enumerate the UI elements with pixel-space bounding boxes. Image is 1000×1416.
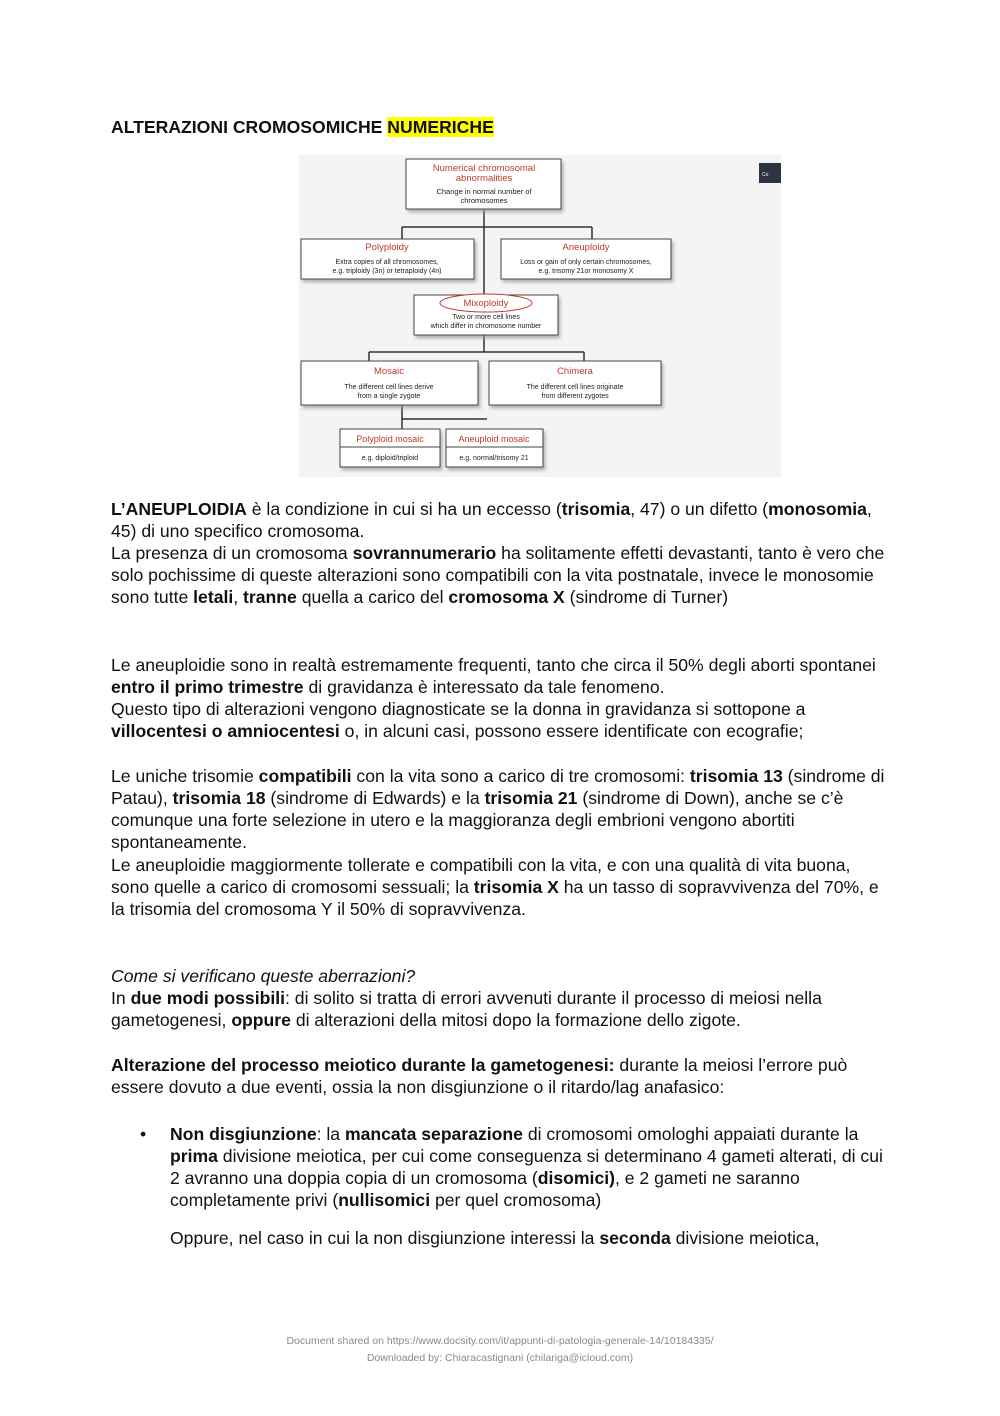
bullet-continuation	[170, 1227, 890, 1249]
aneuploidy-desc-2: e.g. trisomy 21or monosomy X	[538, 268, 634, 275]
bullet-non-disgiunzione	[170, 1123, 890, 1211]
text-span: : la	[316, 1124, 345, 1144]
text-span: divisione meiotica,	[670, 1228, 820, 1248]
polyploid-mosaic-desc: e.g. diploid/triploid	[361, 455, 419, 462]
paragraph-cromosomi-sessuali	[111, 854, 886, 920]
mixoploidy-node	[414, 294, 558, 335]
text-span: di alterazioni della mitosi dopo la formazione dello zigote.	[290, 1010, 741, 1030]
text-span: La presenza di un cromosoma	[111, 543, 353, 563]
aneuploid-mosaic-desc: e.g. normal/trisomy 21	[459, 455, 529, 462]
chimera-title: Chimera	[557, 366, 593, 377]
term-trisomia-x: trisomia X	[473, 877, 559, 897]
root-title-1: Numerical chromosomal	[432, 163, 536, 174]
text-span: Questo tipo di alterazioni vengono diagnosticate se la donna in gravidanza si sottopone a	[111, 699, 806, 719]
text-span: Le aneuploidie maggiormente tollerate e compatibili con la vita, e con una qualità di vita buona, sono quelle a carico di cromosomi sessuali; la	[111, 855, 851, 897]
term-disomici: disomici)	[537, 1168, 615, 1188]
term-tranne: tranne	[243, 587, 297, 607]
polyploid-mosaic-title: Polyploid mosaic	[356, 434, 424, 444]
term-oppure: oppure	[231, 1010, 291, 1030]
text-span: ha un tasso di sopravvivenza del 70%, e la trisomia del cromosoma Y il 50% di sopravvivenza.	[111, 877, 879, 919]
text-span: Le uniche trisomie	[111, 766, 259, 786]
term-primo-trimestre: entro il primo trimestre	[111, 677, 304, 697]
term-letali: letali	[193, 587, 234, 607]
term-compatibili: compatibili	[258, 766, 352, 786]
root-desc-2: chromosomes	[460, 196, 508, 205]
aneuploidy-title: Aneuploidy	[562, 242, 610, 253]
polyploid-mosaic-node	[340, 429, 440, 467]
mosaic-desc-2: from a single zygote	[357, 393, 421, 400]
corner-tab-label: Co	[762, 172, 769, 178]
paragraph-due-modi	[111, 987, 886, 1031]
root-desc-1: Change in normal number of	[436, 187, 532, 196]
term-cromosoma-x: cromosoma X	[448, 587, 565, 607]
term-nullisomici: nullisomici	[338, 1190, 431, 1210]
paragraph-frequenza	[111, 654, 886, 698]
mosaic-title: Mosaic	[373, 366, 405, 377]
mosaic-desc-1: The different cell lines derive	[344, 384, 434, 391]
polyploidy-title: Polyploidy	[365, 242, 409, 253]
text-span: , e 2 gameti ne saranno completamente privi (	[170, 1168, 800, 1210]
text-span: per quel cromosoma)	[430, 1190, 602, 1210]
paragraph-meiosi	[111, 1054, 886, 1098]
polyploidy-desc-2: e.g. triploidy (3n) or tetraploidy (4n)	[332, 268, 442, 275]
text-span: Oppure, nel caso in cui la non disgiunzione interessi la	[170, 1228, 600, 1248]
text-span: con la vita sono a carico di tre cromosomi:	[351, 766, 690, 786]
aneuploid-mosaic-node	[446, 429, 543, 467]
text-span: divisione meiotica, per cui come conseguenza si determinano 4 gameti alterati, di cui 2 avranno una doppia copia di un cromosoma (	[170, 1146, 883, 1188]
title-highlight: NUMERICHE	[387, 117, 494, 137]
text-span: (sindrome di Down), anche se c’è comunque una forte selezione in utero e la maggioranza degli embrioni vengono abortiti spontaneamente.	[111, 788, 844, 852]
text-span: o, in alcuni casi, possono essere identificate con ecografie;	[339, 721, 804, 741]
text-span: (sindrome di Turner)	[564, 587, 729, 607]
text-span: , 45) di uno specifico cromosoma.	[111, 499, 872, 541]
corner-tab	[759, 163, 781, 183]
text-span: : di solito si tratta di errori avvenuti durante il processo di meiosi nella gametogenesi,	[111, 988, 822, 1030]
term-non-disgiunzione: Non disgiunzione	[170, 1124, 317, 1144]
question-text: Come si verificano queste aberrazioni?	[111, 966, 416, 986]
mixoploidy-desc-2: which differ in chromosome number	[430, 323, 542, 330]
term-prima: prima	[170, 1146, 218, 1166]
bullet-icon: •	[140, 1124, 147, 1144]
footer-shared: Document shared on https://www.docsity.com/it/appunti-di-patologia-generale-14/10184335/	[286, 1335, 714, 1347]
term-due-modi: due modi possibili	[130, 988, 286, 1008]
text-span: ,	[233, 587, 244, 607]
text-span: ha solitamente effetti devastanti, tanto è vero che solo pochissime di queste alterazioni sono compatibili con la vita postnatale, invece le monosomie sono tutte	[111, 543, 885, 607]
mixoploidy-desc-1: Two or more cell lines	[452, 314, 520, 321]
mosaic-node	[301, 361, 478, 405]
title-text: ALTERAZIONI CROMOSOMICHE	[111, 117, 388, 137]
text-span: è la condizione in cui si ha un eccesso (	[246, 499, 562, 519]
root-title-2: abnormalities	[455, 173, 513, 184]
text-span: (sindrome di Edwards) e la	[265, 788, 485, 808]
text-span: Le aneuploidie sono in realtà estremamente frequenti, tanto che circa il 50% degli aborti spontanei	[111, 655, 876, 675]
paragraph-sovrannumerario	[111, 542, 886, 608]
term-villocentesi: villocentesi o amniocentesi	[111, 721, 340, 741]
paragraph-diagnosi	[111, 698, 886, 742]
chromosomal-abnormalities-diagram	[299, 155, 781, 477]
mixoploidy-title: Mixoploidy	[463, 298, 509, 309]
term-alterazione-meiotica: Alterazione del processo meiotico durante la gametogenesi:	[111, 1055, 615, 1075]
text-span: In	[111, 988, 131, 1008]
text-span: di cromosomi omologhi appaiati durante la	[522, 1124, 859, 1144]
chimera-desc-2: from different zygotes	[541, 393, 609, 400]
term-trisomia-18: trisomia 18	[172, 788, 266, 808]
term-monosomia: monosomia	[768, 499, 867, 519]
root-node	[406, 159, 561, 209]
term-trisomia-13: trisomia 13	[689, 766, 783, 786]
paragraph-trisomie-compatibili	[111, 765, 886, 853]
term-trisomia: trisomia	[561, 499, 631, 519]
term-sovrannumerario: sovrannumerario	[352, 543, 497, 563]
text-span: quella a carico del	[296, 587, 449, 607]
term-aneuploidia: L’ANEUPLOIDIA	[111, 499, 247, 519]
chimera-desc-1: The different cell lines originate	[526, 384, 624, 391]
term-trisomia-21: trisomia 21	[484, 788, 578, 808]
aneuploid-mosaic-title: Aneuploid mosaic	[458, 434, 530, 444]
term-seconda: seconda	[599, 1228, 671, 1248]
text-span: di gravidanza è interessato da tale fenomeno.	[303, 677, 665, 697]
text-span: , 47) o un difetto (	[630, 499, 769, 519]
text-span: (sindrome di Patau),	[111, 766, 885, 808]
question-heading	[111, 965, 886, 987]
page-title	[111, 116, 494, 138]
aneuploidy-node	[501, 239, 671, 279]
text-span: durante la meiosi l’errore può essere dovuto a due eventi, ossia la non disgiunzione o il ritardo/lag anafasico:	[111, 1055, 848, 1097]
polyploidy-node	[301, 239, 474, 279]
chimera-node	[489, 361, 661, 405]
aneuploidy-desc-1: Loss or gain of only certain chromosomes,	[520, 259, 652, 266]
polyploidy-desc-1: Extra copies of all chromosomes,	[335, 259, 439, 266]
term-mancata-separazione: mancata separazione	[344, 1124, 523, 1144]
footer-downloaded: Downloaded by: Chiaracastignani (chilariga@icloud.com)	[366, 1352, 634, 1364]
paragraph-aneuploidia	[111, 498, 886, 542]
